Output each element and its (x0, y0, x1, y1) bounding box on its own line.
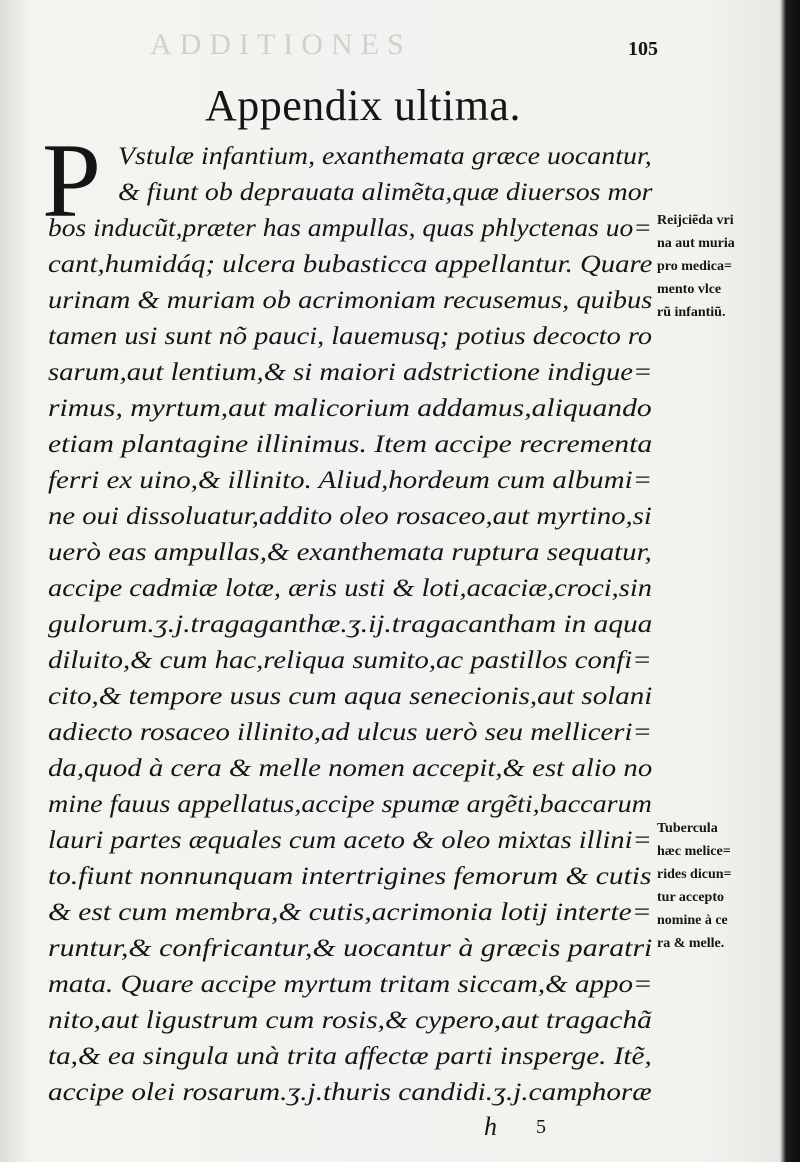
drop-cap: P (42, 122, 101, 239)
text-line: urinam & muriam ob acrimoniam recusemus, quibus (48, 287, 653, 314)
page-number: 105 (628, 38, 658, 60)
text-line: ne oui dissoluatur,addito oleo rosaceo,aut myrtino,si (48, 503, 652, 530)
text-line: to.fiunt nonnunquam intertrigines femorum & cutis (48, 863, 652, 890)
margin-note-line: na aut muria (657, 236, 735, 251)
margin-note-line: hæc melice= (657, 844, 731, 859)
text-line: Vstulæ infantium, exanthemata græce uocantur, (118, 143, 652, 170)
margin-note-line: nomine à ce (657, 913, 728, 928)
text-line: ferri ex uino,& illinito. Aliud,hordeum cum albumi= (48, 467, 653, 494)
text-line: accipe olei rosarum.ʒ.j.thuris candidi.ʒ.j.camphoræ (48, 1079, 652, 1106)
margin-note-line: rũ infantiũ. (657, 305, 726, 320)
signature-mark: h (484, 1112, 497, 1141)
text-line: rimus, myrtum,aut malicorium addamus,aliquando (48, 395, 652, 422)
margin-note-line: mento vlce (657, 282, 722, 297)
text-line: diluito,& cum hac,reliqua sumito,ac pastillos confi= (48, 647, 652, 674)
text-line: runtur,& confricantur,& uocantur à græcis paratri (48, 935, 653, 962)
text-line: cant,humidáq; ulcera bubasticca appellantur. Quare (48, 251, 653, 278)
text-line: mine fauus appellatus,accipe spumæ argẽti,baccarum (48, 791, 652, 818)
text-line: sarum,aut lentium,& si maiori adstrictione indigue= (48, 359, 653, 386)
text-line: gulorum.ʒ.j.tragaganthæ.ʒ.ij.tragacantham in aqua (48, 611, 653, 638)
margin-note-line: Tubercula (657, 821, 718, 836)
text-line: & est cum membra,& cutis,acrimonia lotij interte= (48, 899, 652, 926)
signature-number: 5 (536, 1116, 546, 1138)
text-line: & fiunt ob deprauata alimẽta,quæ diuersos mor (118, 179, 653, 206)
margin-note-line: ra & melle. (657, 936, 725, 951)
margin-note-line: Reijciẽda vri (657, 213, 734, 228)
text-line: ta,& ea singula unà trita affectæ parti insperge. Itẽ, (48, 1043, 652, 1070)
text-line: mata. Quare accipe myrtum tritam siccam,& appo= (48, 971, 653, 998)
text-line: da,quod à cera & melle nomen accepit,& est alio no (48, 755, 653, 782)
margin-note-line: tur accepto (657, 890, 724, 905)
text-line: tamen usi sunt nõ pauci, lauemusq; potius decocto ro (48, 323, 653, 350)
text-line: accipe cadmiæ lotæ, æris usti & loti,acaciæ,croci,sin (48, 575, 652, 602)
text-line: lauri partes æquales cum aceto & oleo mixtas illini= (48, 827, 652, 854)
margin-note-line: pro medica= (657, 259, 732, 274)
page-title: Appendix ultima. (205, 81, 521, 130)
text-line: etiam plantagine illinimus. Item accipe recrementa (48, 431, 653, 458)
text-line: adiecto rosaceo illinito,ad ulcus uerò seu melliceri= (48, 719, 652, 746)
bleed-through-text: ADDITIONES (150, 28, 412, 61)
text-line: cito,& tempore usus cum aqua senecionis,aut solani (48, 683, 653, 710)
text-line: bos inducũt,præter has ampullas, quas phlyctenas uo= (48, 215, 652, 242)
text-line: uerò eas ampullas,& exanthemata ruptura sequatur, (48, 539, 652, 566)
margin-note-line: rides dicun= (657, 867, 732, 882)
text-line: nito,aut ligustrum cum rosis,& cypero,aut tragachã (48, 1007, 652, 1034)
